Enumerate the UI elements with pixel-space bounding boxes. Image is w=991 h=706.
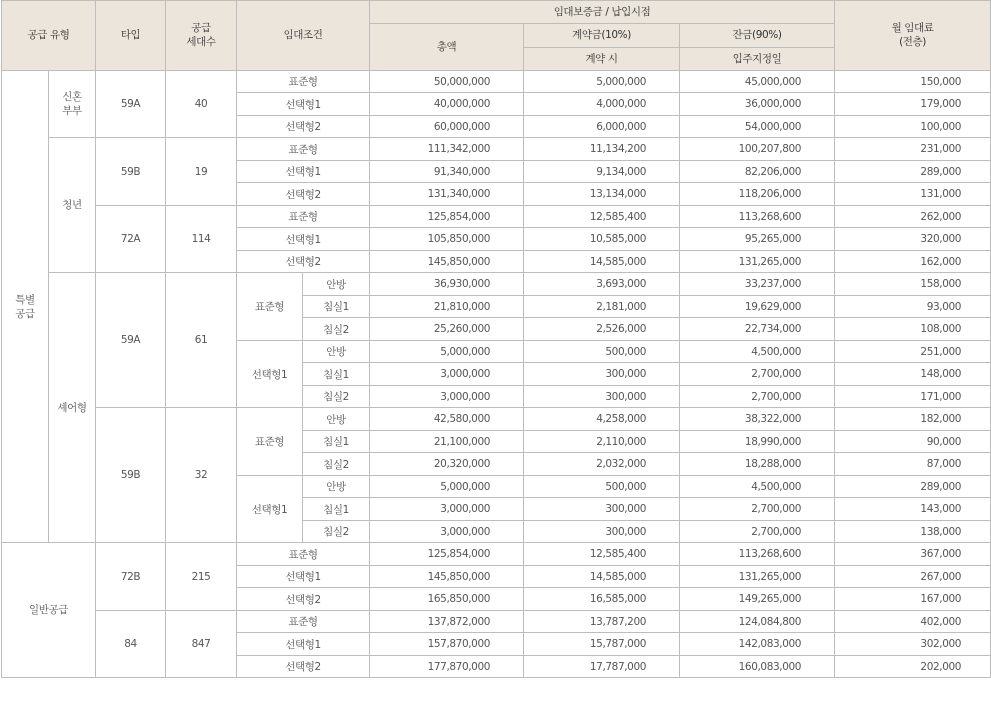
balance-cell: 118,206,000: [680, 183, 835, 206]
type-cell: 59B: [96, 408, 166, 543]
rent-cell: 262,000: [835, 205, 991, 228]
balance-cell: 2,700,000: [680, 498, 835, 521]
contract-cell: 300,000: [524, 385, 680, 408]
condition-cell: 표준형: [237, 70, 370, 93]
units-cell: 114: [166, 205, 237, 273]
total-cell: 177,870,000: [370, 655, 524, 678]
header-type: 타입: [96, 1, 166, 71]
contract-cell: 9,134,000: [524, 160, 680, 183]
group-newlywed-label: 신혼 부부: [62, 91, 82, 118]
room-cell: 침실1: [303, 430, 370, 453]
table-header: [2, 1, 991, 71]
contract-cell: 11,134,200: [524, 138, 680, 161]
group-special: [2, 70, 49, 543]
contract-cell: 12,585,400: [524, 205, 680, 228]
table-body: [2, 70, 991, 678]
balance-cell: 2,700,000: [680, 385, 835, 408]
contract-cell: 2,110,000: [524, 430, 680, 453]
rent-cell: 131,000: [835, 183, 991, 206]
rent-cell: 251,000: [835, 340, 991, 363]
contract-cell: 13,787,200: [524, 610, 680, 633]
balance-cell: 142,083,000: [680, 633, 835, 656]
total-cell: 105,850,000: [370, 228, 524, 251]
rent-cell: 138,000: [835, 520, 991, 543]
group-share: 셰어형: [49, 273, 96, 543]
rent-cell: 162,000: [835, 250, 991, 273]
rent-cell: 148,000: [835, 363, 991, 386]
contract-cell: 14,585,000: [524, 565, 680, 588]
group-general: 일반공급: [2, 543, 96, 678]
type-cell: 72A: [96, 205, 166, 273]
balance-cell: 113,268,600: [680, 543, 835, 566]
header-lease-condition: 임대조건: [237, 1, 370, 71]
contract-cell: 300,000: [524, 498, 680, 521]
condition-cell: 선택형1: [237, 633, 370, 656]
rent-cell: 167,000: [835, 588, 991, 611]
condition-cell: 선택형2: [237, 655, 370, 678]
total-cell: 42,580,000: [370, 408, 524, 431]
total-cell: 125,854,000: [370, 205, 524, 228]
rent-cell: 171,000: [835, 385, 991, 408]
total-cell: 50,000,000: [370, 70, 524, 93]
total-cell: 3,000,000: [370, 520, 524, 543]
contract-cell: 10,585,000: [524, 228, 680, 251]
condition-cell: 선택형1: [237, 93, 370, 116]
table-row: [2, 273, 991, 296]
table-row: [2, 610, 991, 633]
balance-cell: 19,629,000: [680, 295, 835, 318]
balance-cell: 2,700,000: [680, 363, 835, 386]
plan-cell: 표준형: [237, 273, 303, 341]
contract-cell: 2,526,000: [524, 318, 680, 341]
group-youth: 청년: [49, 138, 96, 273]
room-cell: 침실2: [303, 520, 370, 543]
total-cell: 131,340,000: [370, 183, 524, 206]
balance-cell: 149,265,000: [680, 588, 835, 611]
balance-cell: 22,734,000: [680, 318, 835, 341]
balance-cell: 124,084,800: [680, 610, 835, 633]
table-row: [2, 205, 991, 228]
total-cell: 137,872,000: [370, 610, 524, 633]
total-cell: 91,340,000: [370, 160, 524, 183]
rent-cell: 87,000: [835, 453, 991, 476]
rent-cell: 289,000: [835, 475, 991, 498]
contract-cell: 300,000: [524, 363, 680, 386]
room-cell: 침실2: [303, 453, 370, 476]
rent-cell: 289,000: [835, 160, 991, 183]
contract-cell: 14,585,000: [524, 250, 680, 273]
rent-cell: 231,000: [835, 138, 991, 161]
balance-cell: 95,265,000: [680, 228, 835, 251]
rent-cell: 367,000: [835, 543, 991, 566]
room-cell: 침실1: [303, 498, 370, 521]
contract-cell: 6,000,000: [524, 115, 680, 138]
rent-table: [1, 0, 991, 678]
rent-cell: 158,000: [835, 273, 991, 296]
group-special-label: 특별 공급: [15, 293, 35, 320]
header-balance: 잔금(90%): [680, 24, 835, 47]
balance-cell: 113,268,600: [680, 205, 835, 228]
balance-cell: 100,207,800: [680, 138, 835, 161]
rent-cell: 100,000: [835, 115, 991, 138]
room-cell: 침실2: [303, 385, 370, 408]
header-units-label: 공급 세대수: [186, 22, 216, 49]
condition-cell: 선택형2: [237, 250, 370, 273]
contract-cell: 16,585,000: [524, 588, 680, 611]
condition-cell: 선택형1: [237, 228, 370, 251]
rent-cell: 93,000: [835, 295, 991, 318]
table-row: [2, 543, 991, 566]
balance-cell: 131,265,000: [680, 565, 835, 588]
condition-cell: 표준형: [237, 138, 370, 161]
contract-cell: 2,181,000: [524, 295, 680, 318]
total-cell: 20,320,000: [370, 453, 524, 476]
total-cell: 3,000,000: [370, 385, 524, 408]
total-cell: 3,000,000: [370, 363, 524, 386]
header-units: [166, 1, 237, 71]
contract-cell: 15,787,000: [524, 633, 680, 656]
rent-cell: 150,000: [835, 70, 991, 93]
type-cell: 59A: [96, 70, 166, 138]
total-cell: 5,000,000: [370, 475, 524, 498]
room-cell: 안방: [303, 408, 370, 431]
rent-cell: 267,000: [835, 565, 991, 588]
total-cell: 165,850,000: [370, 588, 524, 611]
total-cell: 40,000,000: [370, 93, 524, 116]
balance-cell: 36,000,000: [680, 93, 835, 116]
contract-cell: 500,000: [524, 475, 680, 498]
total-cell: 36,930,000: [370, 273, 524, 296]
header-monthly-rent-label: 월 임대료 (전층): [891, 22, 934, 49]
contract-cell: 500,000: [524, 340, 680, 363]
contract-cell: 4,258,000: [524, 408, 680, 431]
contract-cell: 17,787,000: [524, 655, 680, 678]
table-row: [2, 138, 991, 161]
rent-cell: 182,000: [835, 408, 991, 431]
total-cell: 125,854,000: [370, 543, 524, 566]
table-row: [2, 408, 991, 431]
room-cell: 침실1: [303, 363, 370, 386]
rent-cell: 179,000: [835, 93, 991, 116]
header-monthly-rent: [835, 1, 991, 71]
units-cell: 847: [166, 610, 237, 678]
header-deposit-group: 임대보증금 / 납입시점: [370, 1, 835, 24]
header-total: 총액: [370, 24, 524, 71]
condition-cell: 선택형2: [237, 115, 370, 138]
condition-cell: 표준형: [237, 543, 370, 566]
balance-cell: 18,288,000: [680, 453, 835, 476]
rent-cell: 302,000: [835, 633, 991, 656]
plan-cell: 표준형: [237, 408, 303, 476]
plan-cell: 선택형1: [237, 475, 303, 543]
units-cell: 32: [166, 408, 237, 543]
type-cell: 72B: [96, 543, 166, 611]
balance-cell: 4,500,000: [680, 340, 835, 363]
total-cell: 5,000,000: [370, 340, 524, 363]
total-cell: 145,850,000: [370, 250, 524, 273]
rent-cell: 202,000: [835, 655, 991, 678]
contract-cell: 4,000,000: [524, 93, 680, 116]
units-cell: 215: [166, 543, 237, 611]
balance-cell: 2,700,000: [680, 520, 835, 543]
rent-cell: 143,000: [835, 498, 991, 521]
type-cell: 59A: [96, 273, 166, 408]
balance-cell: 131,265,000: [680, 250, 835, 273]
contract-cell: 5,000,000: [524, 70, 680, 93]
total-cell: 157,870,000: [370, 633, 524, 656]
table-row: [2, 70, 991, 93]
condition-cell: 선택형2: [237, 588, 370, 611]
header-contract-deposit: 계약금(10%): [524, 24, 680, 47]
room-cell: 안방: [303, 340, 370, 363]
condition-cell: 표준형: [237, 205, 370, 228]
room-cell: 침실1: [303, 295, 370, 318]
contract-cell: 12,585,400: [524, 543, 680, 566]
balance-cell: 45,000,000: [680, 70, 835, 93]
type-cell: 59B: [96, 138, 166, 206]
balance-cell: 82,206,000: [680, 160, 835, 183]
room-cell: 안방: [303, 475, 370, 498]
total-cell: 3,000,000: [370, 498, 524, 521]
contract-cell: 300,000: [524, 520, 680, 543]
rent-cell: 108,000: [835, 318, 991, 341]
condition-cell: 선택형2: [237, 183, 370, 206]
rent-cell: 320,000: [835, 228, 991, 251]
group-newlywed: [49, 70, 96, 138]
room-cell: 안방: [303, 273, 370, 296]
contract-cell: 3,693,000: [524, 273, 680, 296]
units-cell: 19: [166, 138, 237, 206]
balance-cell: 18,990,000: [680, 430, 835, 453]
condition-cell: 선택형1: [237, 160, 370, 183]
total-cell: 21,100,000: [370, 430, 524, 453]
header-contract-timing: 계약 시: [524, 47, 680, 70]
total-cell: 21,810,000: [370, 295, 524, 318]
balance-cell: 160,083,000: [680, 655, 835, 678]
header-balance-timing: 입주지정일: [680, 47, 835, 70]
contract-cell: 2,032,000: [524, 453, 680, 476]
balance-cell: 38,322,000: [680, 408, 835, 431]
total-cell: 145,850,000: [370, 565, 524, 588]
total-cell: 111,342,000: [370, 138, 524, 161]
type-cell: 84: [96, 610, 166, 678]
balance-cell: 54,000,000: [680, 115, 835, 138]
balance-cell: 33,237,000: [680, 273, 835, 296]
balance-cell: 4,500,000: [680, 475, 835, 498]
units-cell: 40: [166, 70, 237, 138]
total-cell: 60,000,000: [370, 115, 524, 138]
total-cell: 25,260,000: [370, 318, 524, 341]
room-cell: 침실2: [303, 318, 370, 341]
contract-cell: 13,134,000: [524, 183, 680, 206]
rent-cell: 90,000: [835, 430, 991, 453]
plan-cell: 선택형1: [237, 340, 303, 408]
condition-cell: 표준형: [237, 610, 370, 633]
header-supply-type: 공급 유형: [2, 1, 96, 71]
units-cell: 61: [166, 273, 237, 408]
condition-cell: 선택형1: [237, 565, 370, 588]
rent-cell: 402,000: [835, 610, 991, 633]
